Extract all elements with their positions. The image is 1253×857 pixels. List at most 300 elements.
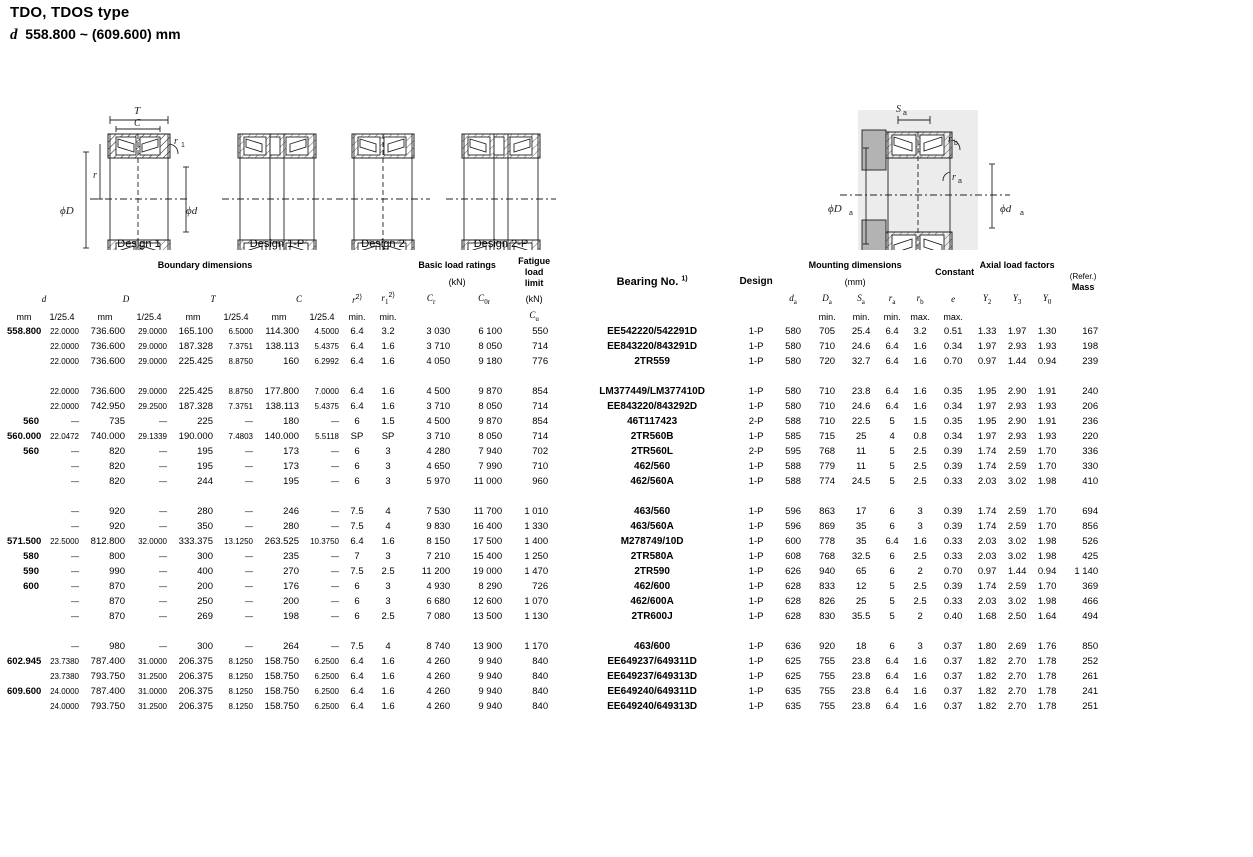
- cell-Cu: 1 170: [524, 641, 549, 653]
- cell-C0r: 9 940: [478, 656, 503, 668]
- cell-Sa: 24.6: [851, 401, 871, 413]
- cell-Y3: 3.02: [1007, 536, 1027, 548]
- cell-d-mm: 609.600: [7, 686, 42, 698]
- cell-Sa: 25.4: [851, 326, 871, 338]
- unit-d-in: 1/25.4: [49, 311, 75, 322]
- cell-C0r: 8 050: [478, 341, 503, 353]
- cell-da: 628: [785, 611, 802, 623]
- cell-Sa: 23.8: [851, 656, 871, 668]
- cell-r-min: 7.5: [350, 506, 364, 518]
- cell-r-min: 6.4: [350, 701, 364, 713]
- svg-text:r: r: [948, 134, 952, 145]
- cell-Y0: 1.91: [1037, 386, 1057, 398]
- cell-rb: 1.6: [913, 341, 927, 353]
- cell-design: 1-P: [748, 461, 764, 473]
- cell-bearing-no[interactable]: 2TR590: [634, 566, 670, 578]
- cell-mass: 241: [1082, 686, 1099, 698]
- cell-Cu: 550: [532, 326, 549, 338]
- cell-T-in: 7.3751: [228, 402, 253, 412]
- cell-C-in: 6.2500: [314, 657, 339, 667]
- table-row[interactable]: [6, 639, 1247, 654]
- cell-C-in: 6.2500: [314, 702, 339, 712]
- table-row[interactable]: [6, 504, 1247, 519]
- cell-r1-min: 1.6: [381, 386, 395, 398]
- col-symbol-rb: $r_b$: [916, 292, 924, 306]
- cell-d-mm: [6, 639, 42, 654]
- cell-mass: 236: [1082, 416, 1099, 428]
- cell-e: 0.34: [943, 341, 963, 353]
- cell-Y2: 1.74: [977, 581, 997, 593]
- cell-mass: 369: [1082, 581, 1099, 593]
- svg-text:b: b: [954, 140, 958, 147]
- cell-Y3: 2.59: [1007, 446, 1027, 458]
- cell-Da: 768: [819, 551, 836, 563]
- cell-D-in: —: [159, 417, 167, 427]
- cell-ra: 6.4: [885, 536, 899, 548]
- cell-bearing-no[interactable]: EE649237/649311D: [607, 656, 697, 668]
- table-row[interactable]: [6, 579, 1247, 594]
- unit-Sa-min: min.: [883, 311, 901, 322]
- cell-e: 0.33: [943, 476, 963, 488]
- cell-T-in: —: [245, 597, 253, 607]
- cell-d-in: 23.7380: [50, 672, 79, 682]
- cell-Y0: 1.70: [1037, 446, 1057, 458]
- cell-Sa: 24.6: [851, 341, 871, 353]
- cell-Sa: 25: [855, 596, 867, 608]
- cell-bearing-no[interactable]: 462/560A: [630, 476, 674, 488]
- cell-r1-min: 1.6: [381, 686, 395, 698]
- cell-r1-min: 3: [385, 476, 391, 488]
- cell-bearing-no[interactable]: 2TR560L: [631, 446, 673, 458]
- cell-C0r: 8 290: [478, 581, 503, 593]
- cell-D-in: 29.0000: [138, 387, 167, 397]
- table-row[interactable]: [6, 429, 1247, 444]
- table-row[interactable]: [6, 564, 1247, 579]
- cell-Cr: 4 260: [426, 701, 451, 713]
- cell-D-in: —: [159, 582, 167, 592]
- cell-D-in: —: [159, 567, 167, 577]
- cell-design: 1-P: [748, 476, 764, 488]
- cell-d-in: —: [71, 522, 79, 532]
- cell-r-min: 6: [354, 611, 360, 623]
- cell-r-min: 6.4: [350, 386, 364, 398]
- cell-C-mm: 114.300: [265, 326, 299, 338]
- cell-T-mm: 200: [197, 581, 213, 593]
- table-row[interactable]: [6, 534, 1247, 549]
- cell-d-in: 24.0000: [50, 687, 79, 697]
- cell-T-in: 7.3751: [228, 342, 253, 352]
- cell-C0r: 8 050: [478, 401, 503, 413]
- cell-Y0: 1.91: [1037, 416, 1057, 428]
- cell-D-mm: 742.950: [90, 401, 125, 413]
- cell-Cu: 1 130: [524, 611, 549, 623]
- cell-Y0: 1.70: [1037, 506, 1057, 518]
- unit-kn-fatigue: (kN): [525, 294, 543, 305]
- cell-Y2: 1.68: [977, 611, 997, 623]
- cell-Sa: 23.8: [851, 671, 871, 683]
- cell-bearing-no[interactable]: 462/560: [634, 461, 671, 473]
- cell-Cu: 1 400: [524, 536, 549, 548]
- cell-r1-min: 3: [385, 446, 391, 458]
- cell-T-in: 8.1250: [228, 657, 253, 667]
- cell-bearing-no[interactable]: EE542220/542291D: [607, 326, 698, 338]
- cell-r1-min: 1.6: [381, 536, 395, 548]
- cell-Cu: 1 330: [524, 521, 549, 533]
- cell-D-mm: 736.600: [90, 386, 125, 398]
- unit-T-in: 1/25.4: [223, 311, 249, 322]
- cell-Y2: 2.03: [977, 596, 997, 608]
- cell-ra: 6: [889, 521, 895, 533]
- figure-caption-design1: Design 1: [117, 238, 161, 250]
- cell-Y0: 1.98: [1037, 476, 1057, 488]
- cell-C-in: 5.4375: [314, 342, 339, 352]
- table-row[interactable]: [6, 399, 1247, 414]
- cell-C0r: 16 400: [473, 521, 503, 533]
- cell-bearing-no[interactable]: 463/600: [634, 641, 671, 653]
- col-symbol-Cu: $C_u$: [529, 310, 539, 324]
- table-row[interactable]: [6, 414, 1247, 429]
- cell-da: 588: [785, 461, 802, 473]
- cell-C-mm: 158.750: [264, 686, 299, 698]
- cell-da: 625: [785, 671, 802, 683]
- unit-mm-mounting: (mm): [844, 277, 866, 288]
- cell-C-mm: 235: [283, 551, 299, 563]
- cell-da: 625: [785, 656, 802, 668]
- cell-d-in: 22.0000: [50, 387, 79, 397]
- cell-T-mm: 187.328: [178, 401, 213, 413]
- cell-Cr: 4 280: [426, 446, 451, 458]
- cell-T-mm: 280: [197, 506, 213, 518]
- cell-d-in: 22.5000: [50, 537, 79, 547]
- cell-d-mm: 560.000: [7, 431, 42, 443]
- cell-mass: 330: [1082, 461, 1099, 473]
- cell-T-in: 8.1250: [228, 687, 253, 697]
- svg-text:a: a: [849, 210, 853, 217]
- cell-Da: 774: [819, 476, 836, 488]
- cell-T-mm: 225.425: [178, 356, 213, 368]
- cell-design: 1-P: [748, 386, 764, 398]
- cell-e: 0.37: [943, 656, 963, 668]
- cell-ra: 5: [889, 476, 895, 488]
- table-row[interactable]: [6, 519, 1247, 534]
- cell-d-mm: [6, 384, 42, 399]
- table-row[interactable]: [6, 594, 1247, 609]
- cell-design: 1-P: [748, 656, 764, 668]
- cell-design: 1-P: [748, 341, 764, 353]
- cell-Y2: 1.74: [977, 461, 997, 473]
- cell-C-mm: 180: [283, 416, 299, 428]
- cell-mass: 252: [1082, 656, 1099, 668]
- cell-bearing-no[interactable]: EE843220/843292D: [607, 401, 698, 413]
- figure-caption-design2: Design 2: [361, 238, 405, 250]
- table-row[interactable]: [6, 699, 1247, 714]
- cell-d-in: —: [71, 642, 79, 652]
- cell-rb: 3: [917, 506, 923, 518]
- cell-bearing-no[interactable]: LM377449/LM377410D: [599, 386, 705, 398]
- cell-rb: 1.6: [913, 671, 927, 683]
- cell-Y2: 1.97: [977, 401, 997, 413]
- cell-C-in: —: [331, 612, 339, 622]
- unit-C-mm: mm: [271, 311, 287, 322]
- cell-bearing-no[interactable]: 46T117423: [627, 416, 678, 428]
- cell-C0r: 9 940: [478, 701, 503, 713]
- cell-e: 0.33: [943, 596, 963, 608]
- cell-T-mm: 190.000: [178, 431, 213, 443]
- cell-Y3: 2.59: [1007, 581, 1027, 593]
- cell-Cu: 714: [532, 341, 549, 353]
- cell-C-mm: 158.750: [264, 656, 299, 668]
- cell-design: 1-P: [748, 536, 764, 548]
- cell-Da: 705: [819, 326, 836, 338]
- cell-mass: 251: [1082, 701, 1099, 713]
- table-row[interactable]: [6, 324, 1247, 339]
- table-row[interactable]: [6, 444, 1247, 459]
- cell-D-mm: 787.400: [90, 686, 125, 698]
- group-header-axial: Axial load factors: [979, 259, 1055, 270]
- cell-r-min: 6.4: [350, 536, 364, 548]
- cell-Y2: 1.97: [977, 431, 997, 443]
- cell-ra: 4: [889, 431, 895, 443]
- cell-e: 0.37: [943, 686, 963, 698]
- unit-d-mm: mm: [16, 311, 32, 322]
- cell-e: 0.70: [943, 566, 963, 578]
- cell-Cr: 4 260: [426, 656, 451, 668]
- cell-bearing-no[interactable]: 463/560: [634, 506, 671, 518]
- cell-Y3: 2.59: [1007, 461, 1027, 473]
- cell-C-mm: 177.800: [264, 386, 299, 398]
- cell-mass: 694: [1082, 506, 1099, 518]
- col-symbol-Y3: $Y_3$: [1012, 292, 1022, 306]
- cell-C0r: 9 940: [478, 671, 503, 683]
- cell-rb: 3: [917, 641, 923, 653]
- cell-d-mm: [6, 399, 42, 414]
- cell-C0r: 12 600: [473, 596, 503, 608]
- col-symbol-r: $r^{2)}$: [352, 293, 362, 305]
- table-row[interactable]: [6, 474, 1247, 489]
- cell-Cu: 726: [532, 581, 549, 593]
- cell-rb: 2.5: [913, 596, 927, 608]
- cell-r1-min: 1.6: [381, 671, 395, 683]
- table-row[interactable]: [6, 354, 1247, 369]
- unit-r-min: min.: [348, 311, 366, 322]
- cell-Cu: 776: [532, 356, 549, 368]
- cell-Cr: 6 680: [426, 596, 451, 608]
- col-symbol-C: C: [295, 294, 302, 305]
- cell-Da: 778: [819, 536, 836, 548]
- cell-C-in: 7.0000: [314, 387, 339, 397]
- cell-r-min: 6.4: [350, 356, 364, 368]
- cell-bearing-no[interactable]: 2TR580A: [630, 551, 674, 563]
- cell-bearing-no[interactable]: EE649237/649313D: [607, 671, 698, 683]
- cell-Y2: 1.97: [977, 341, 997, 353]
- table-row[interactable]: [6, 609, 1247, 624]
- cell-d-mm: [6, 609, 42, 624]
- cell-C0r: 11 700: [473, 506, 503, 518]
- cell-mass: 526: [1082, 536, 1099, 548]
- cell-D-mm: 980: [109, 641, 125, 653]
- cell-bearing-no[interactable]: EE649240/649313D: [607, 701, 698, 713]
- cell-D-mm: 820: [109, 446, 125, 458]
- cell-bearing-no[interactable]: 462/600A: [630, 596, 674, 608]
- cell-Y3: 3.02: [1007, 596, 1027, 608]
- cell-Da: 755: [819, 656, 836, 668]
- page-title: TDO, TDOS type: [10, 4, 130, 21]
- cell-Cu: 840: [532, 686, 549, 698]
- cell-Y0: 1.78: [1037, 701, 1057, 713]
- cell-C-in: —: [331, 522, 339, 532]
- cell-Da: 710: [819, 341, 836, 353]
- cell-D-in: 31.0000: [138, 687, 167, 697]
- cell-da: 596: [785, 521, 802, 533]
- cell-T-in: 7.4803: [228, 432, 253, 442]
- cell-d-mm: 580: [23, 551, 39, 563]
- cell-ra: 6.4: [885, 341, 899, 353]
- table-row[interactable]: [6, 654, 1247, 669]
- cell-C-mm: 198: [283, 611, 299, 623]
- cell-T-mm: 350: [197, 521, 213, 533]
- cell-Cu: 1 470: [524, 566, 549, 578]
- cell-rb: 0.8: [913, 431, 927, 443]
- cell-rb: 2: [917, 566, 923, 578]
- cell-D-mm: 812.800: [90, 536, 125, 548]
- cell-mass: 261: [1082, 671, 1099, 683]
- cell-Y2: 0.97: [977, 566, 997, 578]
- cell-Y2: 2.03: [977, 551, 997, 563]
- cell-T-mm: 206.375: [178, 686, 213, 698]
- cell-C0r: 7 990: [478, 461, 503, 473]
- cell-D-mm: 820: [109, 476, 125, 488]
- cell-bearing-no[interactable]: M278749/10D: [620, 536, 684, 548]
- cell-D-in: 32.0000: [138, 537, 167, 547]
- cell-C0r: 15 400: [473, 551, 503, 563]
- cell-d-mm: 560: [23, 446, 39, 458]
- cell-bearing-no[interactable]: 463/560A: [630, 521, 674, 533]
- cell-Y2: 0.97: [977, 356, 997, 368]
- cell-da: 626: [785, 566, 802, 578]
- table-row[interactable]: [6, 669, 1247, 684]
- cell-Da: 940: [819, 566, 836, 578]
- cell-Y0: 1.76: [1037, 641, 1057, 653]
- cell-da: 585: [785, 431, 802, 443]
- table-row[interactable]: [6, 684, 1247, 699]
- cell-rb: 2.5: [913, 581, 927, 593]
- table-row[interactable]: [6, 549, 1247, 564]
- cell-ra: 6.4: [885, 701, 899, 713]
- cell-Y2: 2.03: [977, 476, 997, 488]
- cell-T-mm: 195: [197, 461, 213, 473]
- svg-text:ϕD: ϕD: [828, 203, 842, 215]
- cell-r-min: 7.5: [350, 566, 364, 578]
- cell-e: 0.34: [943, 431, 963, 443]
- cell-d-mm: [6, 504, 42, 519]
- cell-bearing-no[interactable]: EE843220/843291D: [607, 341, 698, 353]
- cell-Sa: 35: [855, 536, 867, 548]
- cell-Sa: 65: [855, 566, 867, 578]
- cell-da: 596: [785, 506, 802, 518]
- cell-e: 0.39: [943, 506, 963, 518]
- cell-e: 0.33: [943, 551, 963, 563]
- cell-T-mm: 250: [197, 596, 213, 608]
- cell-bearing-no[interactable]: 2TR600J: [631, 611, 673, 623]
- cell-ra: 5: [889, 581, 895, 593]
- cell-mass: 167: [1082, 326, 1099, 338]
- cell-mass: 466: [1082, 596, 1099, 608]
- cell-C-in: —: [331, 597, 339, 607]
- cell-r1-min: 1.5: [381, 416, 395, 428]
- cell-D-mm: 736.600: [90, 326, 125, 338]
- cell-r1-min: 3: [385, 551, 391, 563]
- cell-Sa: 11: [856, 446, 867, 458]
- cell-Da: 755: [819, 701, 836, 713]
- table-row[interactable]: [6, 339, 1247, 354]
- cell-r-min: 6: [354, 416, 360, 428]
- page-header: [10, 4, 181, 44]
- cell-mass: 850: [1082, 641, 1099, 653]
- cell-T-mm: 400: [197, 566, 213, 578]
- cell-rb: 1.6: [913, 656, 927, 668]
- cell-T-in: —: [245, 567, 253, 577]
- cell-Y3: 3.02: [1007, 551, 1027, 563]
- cell-mass: 239: [1082, 356, 1099, 368]
- cell-r1-min: 3.2: [381, 326, 395, 338]
- cell-bearing-no[interactable]: 2TR560B: [630, 431, 674, 443]
- cell-Cu: 710: [532, 461, 549, 473]
- cell-Sa: 17: [855, 506, 867, 518]
- cell-rb: 2.5: [913, 476, 927, 488]
- cell-rb: 1.6: [913, 401, 927, 413]
- table-row[interactable]: [6, 384, 1247, 399]
- cell-d-in: —: [71, 447, 79, 457]
- page-subtitle: [10, 26, 181, 44]
- cell-d-mm: 560: [23, 416, 39, 428]
- table-row[interactable]: [6, 459, 1247, 474]
- cell-D-in: 29.0000: [138, 327, 167, 337]
- cell-rb: 2: [917, 611, 923, 623]
- cell-C0r: 13 900: [473, 641, 503, 653]
- cell-T-mm: 244: [197, 476, 213, 488]
- cell-da: 580: [785, 326, 802, 338]
- cell-D-in: —: [159, 612, 167, 622]
- cell-design: 1-P: [748, 641, 764, 653]
- cell-bearing-no[interactable]: 462/600: [634, 581, 671, 593]
- cell-r1-min: 4: [385, 641, 391, 653]
- cell-mass: 206: [1082, 401, 1099, 413]
- cell-C-mm: 173: [283, 461, 299, 473]
- cell-bearing-no[interactable]: EE649240/649311D: [607, 686, 697, 698]
- cell-r1-min: 1.6: [381, 401, 395, 413]
- cell-d-in: 22.0000: [50, 402, 79, 412]
- cell-d-mm: 558.800: [7, 326, 42, 338]
- cell-d-in: —: [71, 417, 79, 427]
- cell-T-in: 8.1250: [228, 702, 253, 712]
- cell-Sa: 35.5: [851, 611, 871, 623]
- cell-Da: 715: [819, 431, 836, 443]
- cell-Y0: 1.78: [1037, 671, 1057, 683]
- cell-Y3: 2.70: [1007, 656, 1027, 668]
- cell-r-min: 6.4: [350, 671, 364, 683]
- cell-D-mm: 787.400: [90, 656, 125, 668]
- cell-bearing-no[interactable]: 2TR559: [634, 356, 670, 368]
- col-symbol-da: $d_a$: [789, 292, 797, 306]
- cell-D-mm: 800: [109, 551, 125, 563]
- cell-C0r: 7 940: [478, 446, 503, 458]
- cell-D-in: 31.0000: [138, 657, 167, 667]
- cell-mass: 198: [1082, 341, 1099, 353]
- cell-C-in: —: [331, 567, 339, 577]
- cell-D-mm: 870: [109, 596, 125, 608]
- cell-d-in: —: [71, 507, 79, 517]
- cell-d-mm: [6, 459, 42, 474]
